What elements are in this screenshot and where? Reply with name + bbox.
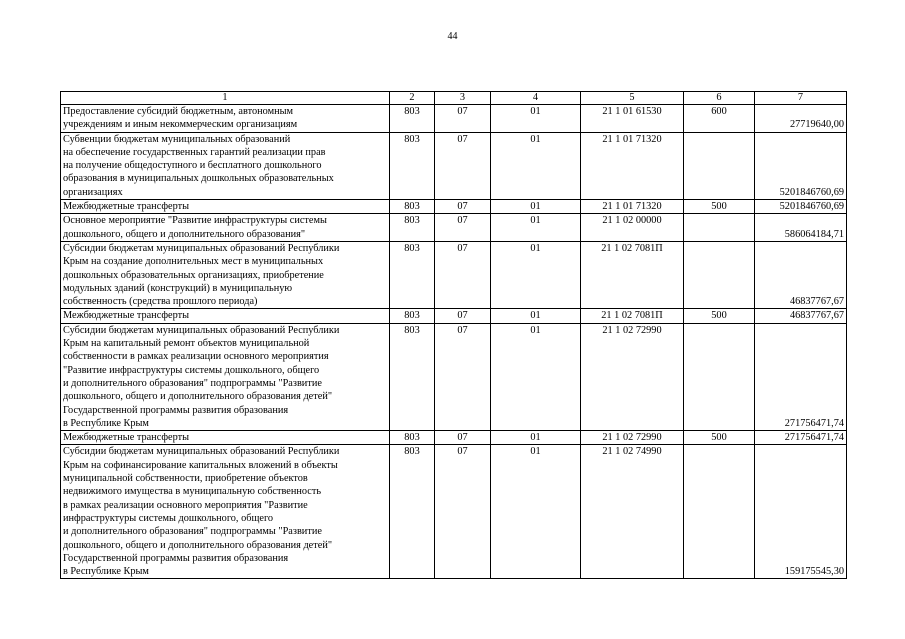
row-code-3: 07 bbox=[435, 132, 491, 199]
row-name: Основное мероприятие "Развитие инфраструктуры системы дошкольного, общего и дополнительного образования" bbox=[61, 214, 390, 242]
row-code-5: 21 1 01 71320 bbox=[581, 200, 684, 214]
row-code-6: 500 bbox=[684, 309, 755, 323]
table-row bbox=[61, 200, 847, 214]
column-header: 1 bbox=[61, 92, 390, 105]
row-code-6 bbox=[684, 323, 755, 430]
row-code-6 bbox=[684, 214, 755, 242]
row-name: Предоставление субсидий бюджетным, автономным учреждениям и иным некоммерческим организациям bbox=[61, 105, 390, 133]
column-header: 5 bbox=[581, 92, 684, 105]
row-name: Субсидии бюджетам муниципальных образований Республики Крым на создание дополнительных мест в муниципальных дошкольных образовательных организациях, приобретение модульных зданий (конструкций) в муниципальную собственность (средства прошлого периода) bbox=[61, 241, 390, 308]
row-sum: 5201846760,69 bbox=[755, 200, 847, 214]
row-code-6 bbox=[684, 445, 755, 579]
row-code-5: 21 1 02 72990 bbox=[581, 323, 684, 430]
table-row bbox=[61, 431, 847, 445]
row-code-3: 07 bbox=[435, 214, 491, 242]
row-name: Субвенции бюджетам муниципальных образований на обеспечение государственных гарантий реализации прав на получение общедоступного и бесплатного дошкольного образования в муниципальных дошкольных образовательных организациях bbox=[61, 132, 390, 199]
row-name: Межбюджетные трансферты bbox=[61, 309, 390, 323]
column-header: 7 bbox=[755, 92, 847, 105]
row-code-3: 07 bbox=[435, 105, 491, 133]
row-sum: 159175545,30 bbox=[755, 445, 847, 579]
table-row bbox=[61, 132, 847, 199]
row-code-4: 01 bbox=[491, 105, 581, 133]
row-code-2: 803 bbox=[390, 445, 435, 579]
row-code-3: 07 bbox=[435, 309, 491, 323]
row-code-6: 600 bbox=[684, 105, 755, 133]
row-code-3: 07 bbox=[435, 241, 491, 308]
row-code-6 bbox=[684, 132, 755, 199]
row-code-2: 803 bbox=[390, 105, 435, 133]
row-code-5: 21 1 01 61530 bbox=[581, 105, 684, 133]
row-code-5: 21 1 02 7081П bbox=[581, 241, 684, 308]
row-code-4: 01 bbox=[491, 200, 581, 214]
row-name: Субсидии бюджетам муниципальных образований Республики Крым на софинансирование капитальных вложений в объекты муниципальной собственности, приобретение объектов недвижимого имущества в муниципальную собственность в рамках реализации основного мероприятия "Развитие инфраструктуры системы дошкольного, общего и дополнительного образования" подпрограммы "Развитие дошкольного, общего и дополнительного образования детей" Государственной программы развития образования в Республике Крым bbox=[61, 445, 390, 579]
row-code-4: 01 bbox=[491, 132, 581, 199]
row-code-2: 803 bbox=[390, 323, 435, 430]
row-code-2: 803 bbox=[390, 214, 435, 242]
row-code-5: 21 1 01 71320 bbox=[581, 132, 684, 199]
row-sum: 5201846760,69 bbox=[755, 132, 847, 199]
row-sum: 271756471,74 bbox=[755, 431, 847, 445]
column-header: 2 bbox=[390, 92, 435, 105]
row-sum: 27719640,00 bbox=[755, 105, 847, 133]
row-code-5: 21 1 02 7081П bbox=[581, 309, 684, 323]
row-code-5: 21 1 02 72990 bbox=[581, 431, 684, 445]
page-number: 44 bbox=[447, 31, 458, 42]
row-sum: 46837767,67 bbox=[755, 309, 847, 323]
row-code-5: 21 1 02 00000 bbox=[581, 214, 684, 242]
row-code-6 bbox=[684, 241, 755, 308]
row-sum: 271756471,74 bbox=[755, 323, 847, 430]
row-code-4: 01 bbox=[491, 309, 581, 323]
row-code-2: 803 bbox=[390, 132, 435, 199]
table-row bbox=[61, 309, 847, 323]
row-code-3: 07 bbox=[435, 431, 491, 445]
row-name: Межбюджетные трансферты bbox=[61, 431, 390, 445]
row-code-2: 803 bbox=[390, 309, 435, 323]
column-header: 6 bbox=[684, 92, 755, 105]
row-code-3: 07 bbox=[435, 445, 491, 579]
table-row bbox=[61, 241, 847, 308]
row-name: Субсидии бюджетам муниципальных образований Республики Крым на капитальный ремонт объектов муниципальной собственности в рамках реализации основного мероприятия "Развитие инфраструктуры системы дошкольного, общего и дополнительного образования" подпрограммы "Развитие дошкольного, общего и дополнительного образования детей" Государственной программы развития образования в Республике Крым bbox=[61, 323, 390, 430]
row-code-4: 01 bbox=[491, 323, 581, 430]
row-code-6: 500 bbox=[684, 431, 755, 445]
column-header: 4 bbox=[491, 92, 581, 105]
row-sum: 586064184,71 bbox=[755, 214, 847, 242]
budget-table bbox=[60, 91, 847, 579]
row-code-4: 01 bbox=[491, 214, 581, 242]
row-sum: 46837767,67 bbox=[755, 241, 847, 308]
table-row bbox=[61, 445, 847, 579]
table-row bbox=[61, 323, 847, 430]
table-row bbox=[61, 214, 847, 242]
row-code-6: 500 bbox=[684, 200, 755, 214]
row-code-4: 01 bbox=[491, 445, 581, 579]
row-code-2: 803 bbox=[390, 241, 435, 308]
table-header-row bbox=[61, 92, 847, 105]
row-code-3: 07 bbox=[435, 323, 491, 430]
row-code-5: 21 1 02 74990 bbox=[581, 445, 684, 579]
row-code-2: 803 bbox=[390, 200, 435, 214]
row-code-4: 01 bbox=[491, 431, 581, 445]
row-name: Межбюджетные трансферты bbox=[61, 200, 390, 214]
row-code-3: 07 bbox=[435, 200, 491, 214]
row-code-2: 803 bbox=[390, 431, 435, 445]
column-header: 3 bbox=[435, 92, 491, 105]
row-code-4: 01 bbox=[491, 241, 581, 308]
table-row bbox=[61, 105, 847, 133]
